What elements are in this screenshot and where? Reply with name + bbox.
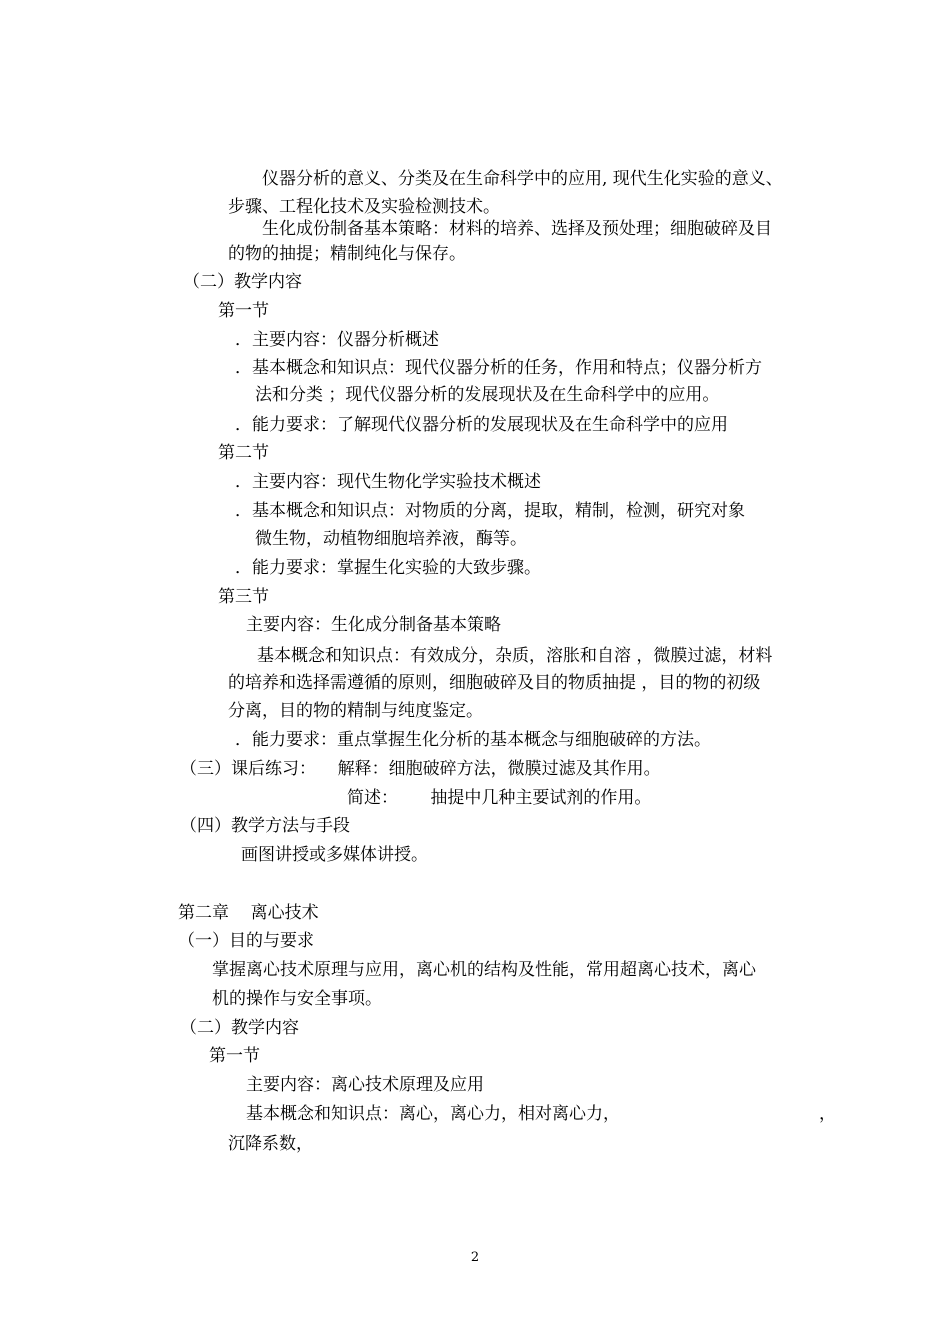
section-label: 第三节 [218,587,269,607]
text-line: 主要内容：生化成分制备基本策略 [246,615,501,635]
text-line: ．基本概念和知识点：现代仪器分析的任务，作用和特点；仪器分析方 [235,358,762,378]
text-line: ．基本概念和知识点：对物质的分离，提取，精制，检测，研究对象 [235,501,745,521]
section-heading: （四）教学方法与手段 [180,816,350,836]
section-heading: （一）目的与要求 [178,931,314,951]
text-line: 法和分类 ；现代仪器分析的发展现状及在生命科学中的应用。 [255,385,720,405]
text-line: 生化成份制备基本策略：材料的培养、选择及预处理；细胞破碎及目 [262,219,772,239]
section-label: 第一节 [218,301,269,321]
section-heading: （三）课后练习： 解释：细胞破碎方法，微膜过滤及其作用。 [180,759,661,779]
text-line: 画图讲授或多媒体讲授。 [241,845,428,865]
text-line: 主要内容：离心技术原理及应用 [246,1075,484,1095]
text-line: 微生物，动植物细胞培养液，酶等。 [255,529,527,549]
text-line: 机的操作与安全事项。 [212,989,382,1009]
chapter-title: 第二章 离心技术 [178,903,319,923]
text-line: 基本概念和知识点：有效成分，杂质，溶胀和自溶 ，微膜过滤，材料 [257,646,773,666]
section-label: 第一节 [209,1046,260,1066]
text-line: 的物的抽提；精制纯化与保存。 [228,244,466,264]
section-heading: （二）教学内容 [180,1018,299,1038]
text-line: 步骤、工程化技术及实验检测技术。 [228,197,500,217]
text-line: ．主要内容：仪器分析概述 [235,330,439,350]
section-label: 第二节 [218,443,269,463]
text-line: 仪器分析的意义、分类及在生命科学中的应用, 现代生化实验的意义、 [262,169,783,189]
page-number: 2 [470,1250,480,1265]
text-line: 的培养和选择需遵循的原则，细胞破碎及目的物质抽提 ，目的物的初级 [228,673,761,693]
text-line: ．能力要求：掌握生化实验的大致步骤。 [235,558,541,578]
section-heading: （二）教学内容 [183,272,302,292]
text-line: 沉降系数， [228,1134,313,1154]
text-line: 简述： 抽提中几种主要试剂的作用。 [347,788,652,808]
text-line: ．能力要求：重点掌握生化分析的基本概念与细胞破碎的方法。 [235,730,711,750]
text-line: ．主要内容：现代生物化学实验技术概述 [235,472,541,492]
text-line: 基本概念和知识点：离心，离心力，相对离心力， [246,1104,620,1124]
text-line: ．能力要求：了解现代仪器分析的发展现状及在生命科学中的应用 [235,415,728,435]
text-line: 掌握离心技术原理与应用，离心机的结构及性能，常用超离心技术，离心 [212,960,756,980]
text-line: ， [819,1104,836,1124]
text-line: 分离，目的物的精制与纯度鉴定。 [228,701,483,721]
